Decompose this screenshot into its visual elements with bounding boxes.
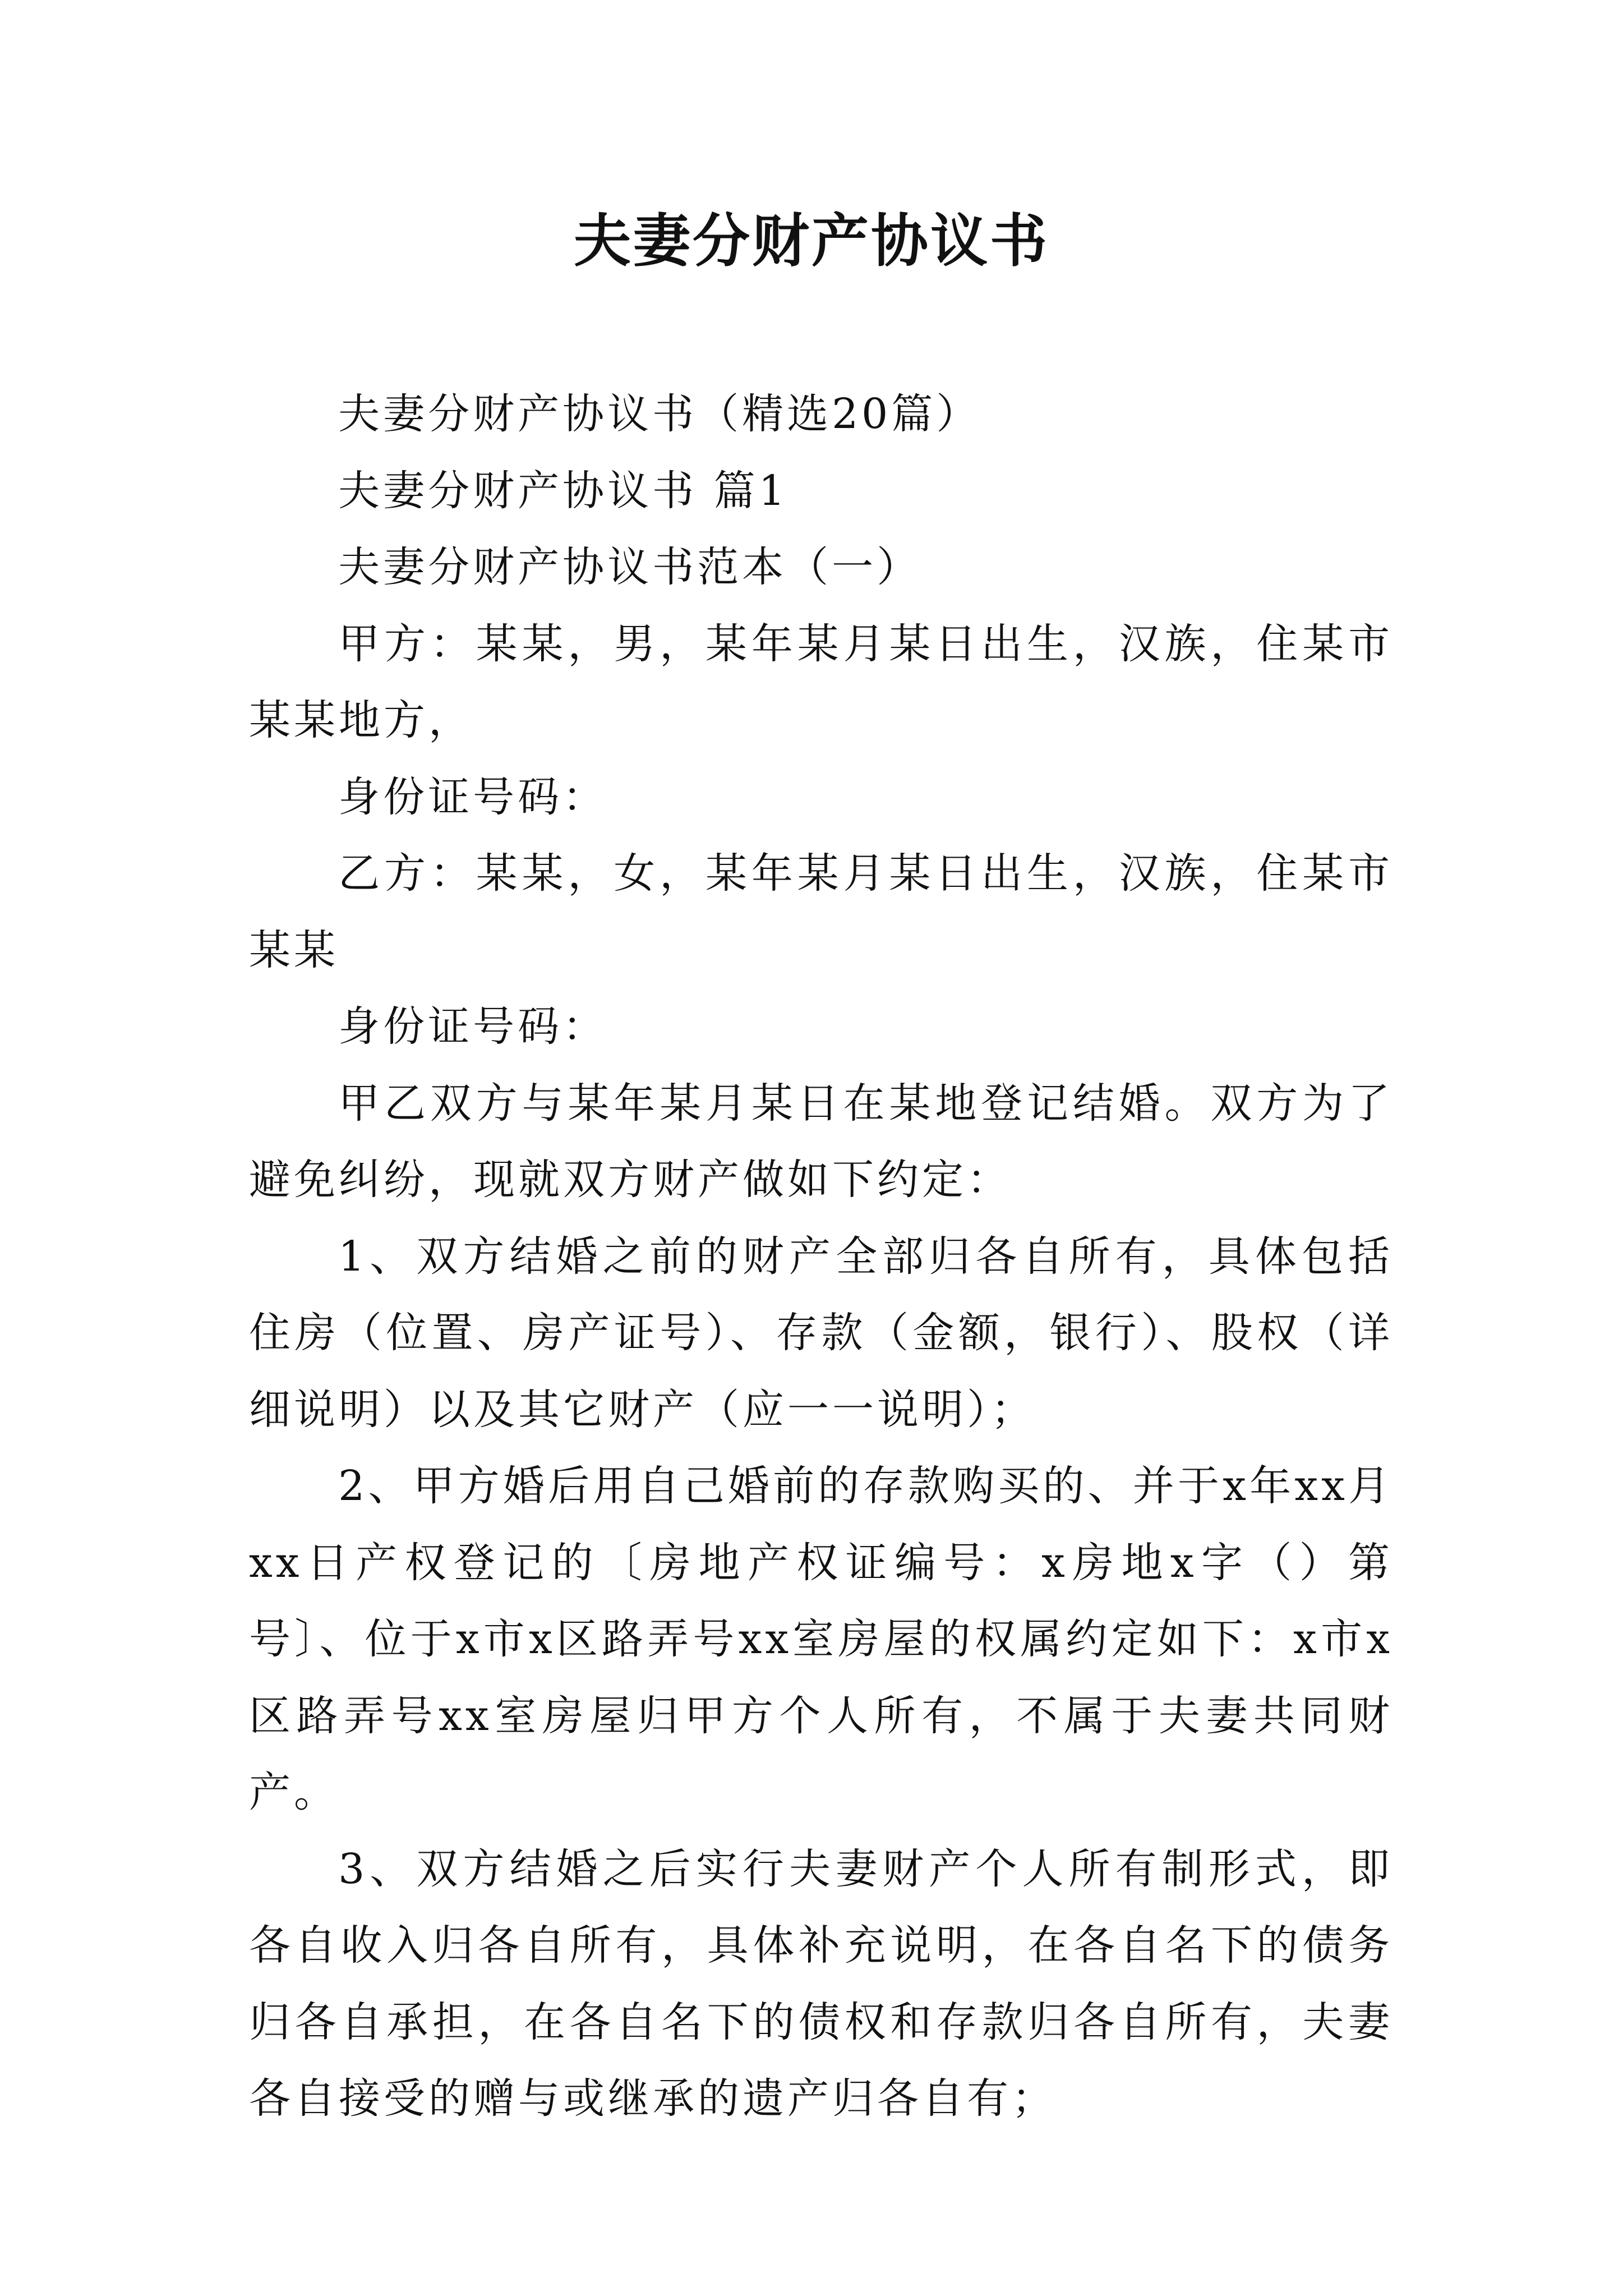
paragraph-party-b: 乙方：某某，女，某年某月某日出生，汉族，住某市某某 bbox=[249, 849, 1393, 974]
paragraph-party-a-id: 身份证号码： bbox=[338, 772, 608, 821]
paragraph-preamble: 甲乙双方与某年某月某日在某地登记结婚。双方为了避免纠纷，现就双方财产做如下约定： bbox=[249, 1079, 1393, 1204]
paragraph-subtitle: 夫妻分财产协议书（精选20篇） bbox=[338, 390, 981, 438]
document-body bbox=[249, 376, 1393, 2137]
paragraph-chapter-heading: 夫妻分财产协议书 篇1 bbox=[338, 466, 789, 515]
paragraph-party-b-id: 身份证号码： bbox=[338, 1002, 608, 1051]
paragraph-party-a: 甲方：某某，男，某年某月某日出生，汉族，住某市某某地方， bbox=[249, 619, 1393, 744]
paragraph-template-heading: 夫妻分财产协议书范本（一） bbox=[338, 543, 922, 591]
paragraph-clause-3: 3、双方结婚之后实行夫妻财产个人所有制形式，即各自收入归各自所有，具体补充说明，在各自名下的债务归各自承担，在各自名下的债权和存款归各自所有，夫妻各自接受的赠与或继承的遗产归各自有； bbox=[249, 1844, 1393, 2123]
paragraph-clause-2: 2、甲方婚后用自己婚前的存款购买的、并于x年xx月xx日产权登记的〔房地产权证编号：x房地x字（）第号〕、位于x市x区路弄号xx室房屋的权属约定如下：x市x区路弄号xx室房屋归甲方个人所有，不属于夫妻共同财产。 bbox=[249, 1462, 1393, 1816]
document-title: 夫妻分财产协议书 bbox=[574, 208, 1049, 275]
paragraph-clause-1: 1、双方结婚之前的财产全部归各自所有，具体包括住房（位置、房产证号）、存款（金额，银行）、股权（详细说明）以及其它财产（应一一说明）； bbox=[249, 1232, 1393, 1434]
